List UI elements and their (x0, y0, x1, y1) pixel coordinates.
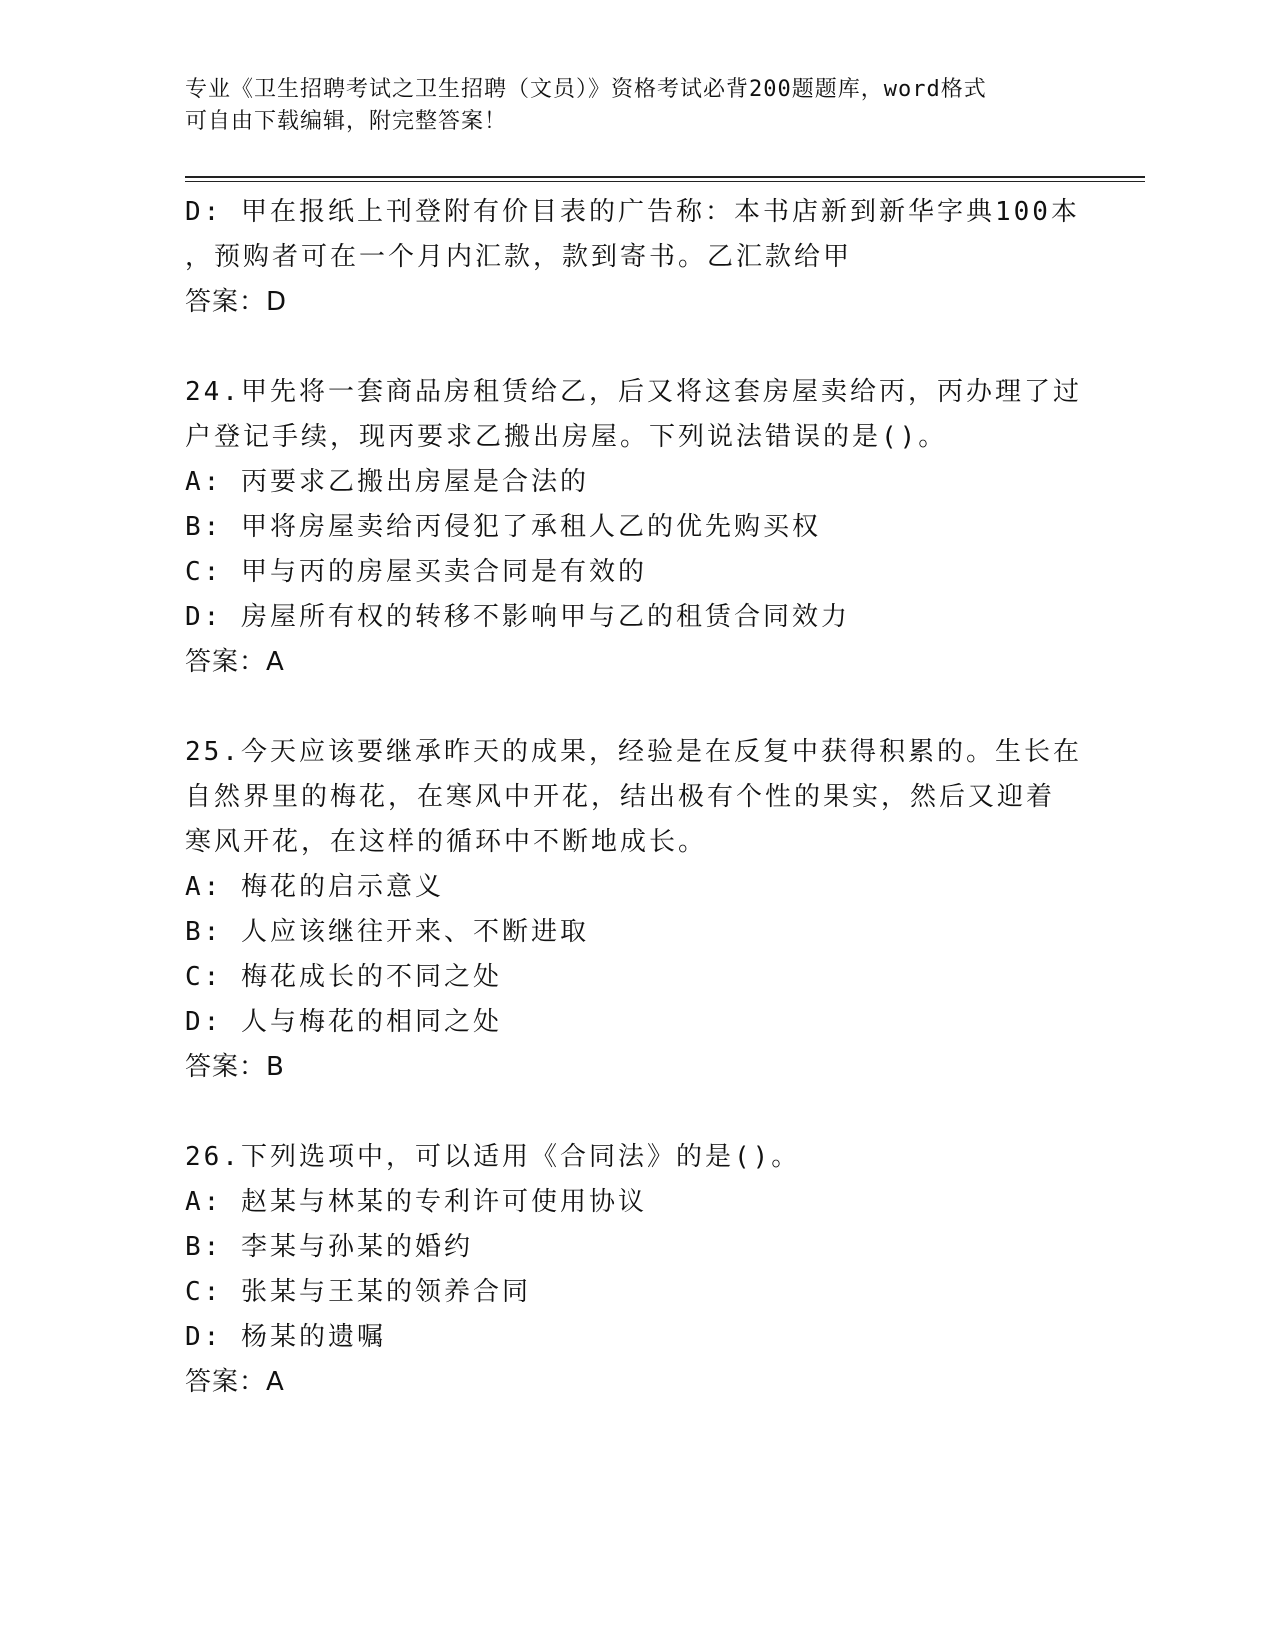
answer: 答案：B (185, 1052, 285, 1082)
question-stem-line: 24.甲先将一套商品房租赁给乙，后又将这套房屋卖给丙，丙办理了过 (185, 377, 1082, 407)
spacer (185, 1090, 1085, 1135)
option-a: A: 丙要求乙搬出房屋是合法的 (185, 467, 589, 497)
question-26 (185, 1135, 1085, 1405)
document-header (185, 74, 1065, 138)
option-c: C: 张某与王某的领养合同 (185, 1277, 531, 1307)
question-stem-line: 26.下列选项中，可以适用《合同法》的是()。 (185, 1142, 801, 1172)
header-line-2: 可自由下载编辑，附完整答案！ (185, 109, 508, 134)
question-stem-line: 寒风开花，在这样的循环中不断地成长。 (185, 827, 708, 857)
answer: 答案：A (185, 1367, 285, 1397)
question-25 (185, 730, 1085, 1090)
question-stem-line: 25.今天应该要继承昨天的成果，经验是在反复中获得积累的。生长在 (185, 737, 1082, 767)
header-line-1: 专业《卫生招聘考试之卫生招聘（文员）》资格考试必背200题题库，word格式 (185, 77, 987, 102)
option-b: B: 人应该继往开来、不断进取 (185, 917, 589, 947)
option-b: B: 甲将房屋卖给丙侵犯了承租人乙的优先购买权 (185, 512, 821, 542)
option-d-line-2: ，预购者可在一个月内汇款，款到寄书。乙汇款给甲 (185, 242, 853, 272)
option-d: D: 房屋所有权的转移不影响甲与乙的租赁合同效力 (185, 602, 850, 632)
option-a: A: 赵某与林某的专利许可使用协议 (185, 1187, 647, 1217)
spacer (185, 685, 1085, 730)
option-d-line-1: D: 甲在报纸上刊登附有价目表的广告称：本书店新到新华字典100本 (185, 197, 1080, 227)
question-stem-line: 户登记手续，现丙要求乙搬出房屋。下列说法错误的是()。 (185, 422, 948, 452)
question-23-fragment (185, 190, 1085, 325)
option-c: C: 梅花成长的不同之处 (185, 962, 502, 992)
header-divider-thick (185, 176, 1145, 178)
option-d: D: 杨某的遗嘱 (185, 1322, 386, 1352)
question-list (185, 190, 1085, 1405)
option-c: C: 甲与丙的房屋买卖合同是有效的 (185, 557, 647, 587)
header-divider-thin (185, 181, 1145, 182)
question-stem-line: 自然界里的梅花，在寒风中开花，结出极有个性的果实，然后又迎着 (185, 782, 1056, 812)
option-d: D: 人与梅花的相同之处 (185, 1007, 502, 1037)
question-24 (185, 370, 1085, 685)
spacer (185, 325, 1085, 370)
answer: 答案：D (185, 287, 288, 317)
option-b: B: 李某与孙某的婚约 (185, 1232, 473, 1262)
answer: 答案：A (185, 647, 285, 677)
option-a: A: 梅花的启示意义 (185, 872, 444, 902)
